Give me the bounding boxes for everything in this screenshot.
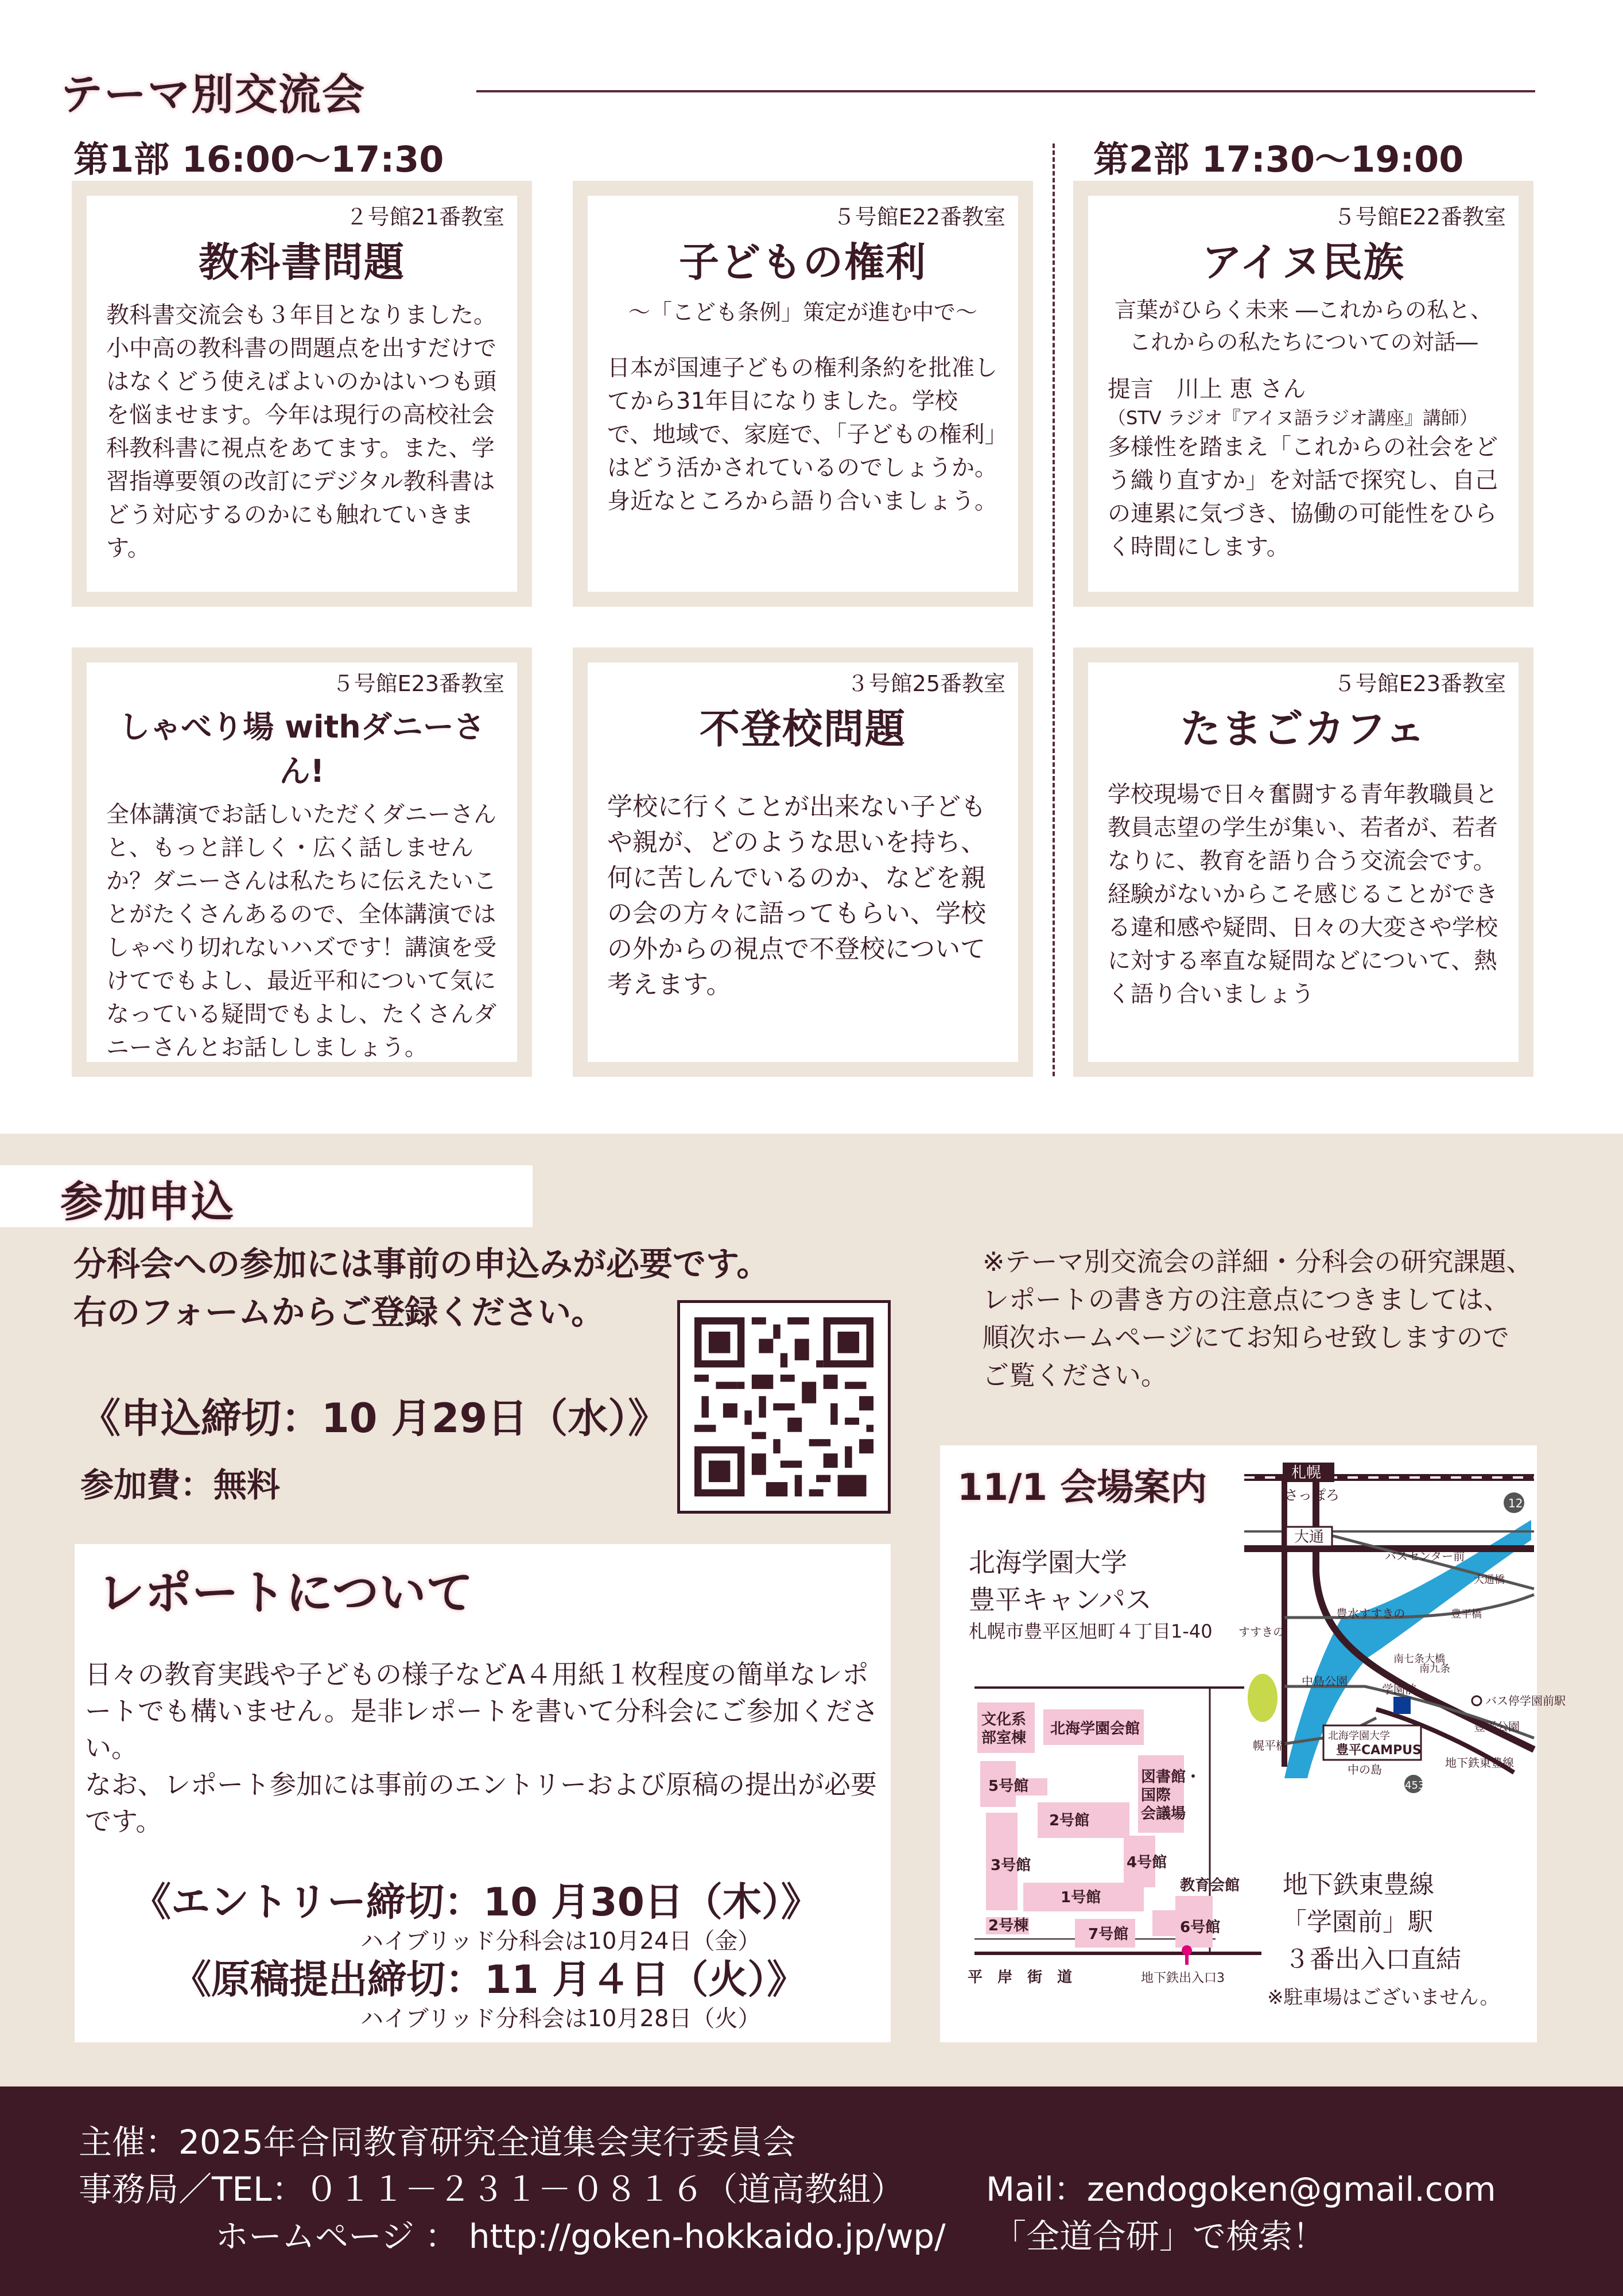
card-speaker: 提言 川上 恵 さん: [1108, 376, 1306, 402]
apply-fee: 参加費：無料: [80, 1465, 281, 1504]
label-library1: 図書館・: [1141, 1768, 1201, 1786]
label-b2: 2号館: [1049, 1812, 1090, 1829]
map-univ-name2: 豊平キャンパス: [969, 1584, 1152, 1615]
card-title: 不登校問題: [700, 705, 906, 753]
apply-deadline: 《申込締切：10 月29日（水）》: [80, 1395, 669, 1442]
card-shaberiba: [72, 647, 532, 1077]
report-title: レポートについて: [98, 1566, 473, 1620]
manuscript-hybrid: ハイブリッド分科会は10月28日（火）: [360, 2006, 761, 2032]
apply-note: ※テーマ別交流会の詳細・分科会の研究課題、レポートの書き方の注意点につきましては、順次ホームページにてお知らせ致しますのでご覧ください。: [983, 1246, 1533, 1391]
label-b1: 1号館: [1061, 1889, 1101, 1906]
label-sapporo-kana: さっぽろ: [1284, 1487, 1339, 1503]
label-road: 平 岸 街 道: [968, 1969, 1073, 1986]
label-b5: 5号館: [988, 1778, 1029, 1795]
theme-section-title: テーマ別交流会: [60, 70, 366, 119]
label-horohira: 幌平橋: [1253, 1739, 1287, 1752]
footer-mail[interactable]: Mail：zendogoken@gmail.com: [986, 2170, 1496, 2209]
card-room: ２号館21番教室: [345, 204, 504, 230]
card-subtitle: 〜「こども条例」策定が進む中で〜: [628, 300, 977, 325]
label-nakanoshima: 中の島: [1348, 1763, 1382, 1777]
label-sapporo-kanji: 札幌: [1291, 1464, 1322, 1481]
qr-code-graphic: [680, 1303, 888, 1511]
card-subtitle: 言葉がひらく未来 ―これからの私と、: [1114, 297, 1493, 323]
card-room: ３号館25番教室: [847, 671, 1005, 696]
report-body-2: なお、レポート参加には事前のエントリーおよび原稿の提出が必要です。: [85, 1769, 877, 1837]
card-body: 全体講演でお話しいただくダニーさんと、もっと詳しく・広く話しませんか？ダニーさんは私たちに伝えたいことがたくさんあるので、全体講演ではしゃべり切れないハズです！講演を受けてでもよし、最近平和について気になっている疑問でもよし、たくさんダニーさんとお話ししましょう。: [106, 801, 496, 1061]
card-body: 教科書交流会も３年目となりました。小中高の教科書の問題点を出すだけではなくどう使えばよいのかはいつも頭を悩ませます。今年は現行の高校社会科教科書に視点をあてます。また、学習指導要領の改訂にデジタル教科書はどう対応するのかにも触れていきます。: [106, 302, 496, 561]
label-odori: 大通: [1294, 1529, 1325, 1546]
card-body: 学校に行くことが出来ない子どもや親が、どのような思いを持ち、何に苦しんでいるのか、などを親の会の方々に語ってもらい、学校の外からの視点で不登校について考えます。: [607, 792, 986, 999]
label-library3: 会議場: [1141, 1805, 1186, 1822]
report-body: [85, 1656, 888, 1840]
exit3-marker: [1182, 1945, 1192, 1956]
label-b7: 7号館: [1088, 1926, 1129, 1943]
label-bunka2: 部室棟: [981, 1729, 1027, 1747]
parking-note: ※駐車場はございません。: [1267, 1986, 1500, 2009]
label-kaikan: 北海学園会館: [1050, 1720, 1140, 1737]
card-textbook: [72, 181, 532, 607]
footer-office: 事務局／TEL：０１１－２３１－０８１６（道高教組）: [79, 2170, 904, 2209]
label-susukino: すすきの: [1238, 1625, 1285, 1639]
access-line1: 地下鉄東豊線: [1283, 1870, 1434, 1899]
card-room: ５号館E23番教室: [1333, 671, 1506, 696]
card-child-rights: [573, 181, 1033, 607]
footer: [0, 2086, 1623, 2296]
card-room: ５号館E23番教室: [332, 671, 504, 696]
label-minami7: 南七条大橋: [1393, 1653, 1445, 1665]
manuscript-deadline: 《原稿提出締切：11 月４日（火）》: [172, 1957, 806, 2003]
title-rule: [476, 90, 1535, 92]
footer-homepage[interactable]: ホームページ ： http://goken-hokkaido.jp/wp/: [215, 2217, 946, 2256]
label-b3: 3号館: [991, 1857, 1031, 1874]
report-box: [75, 1544, 891, 2042]
map-graphic: [940, 1445, 1566, 2042]
card-title: 教科書問題: [199, 239, 405, 286]
card-subtitle: これからの私たちについての対話―: [1129, 329, 1478, 355]
card-futoko: [573, 647, 1033, 1077]
card-speaker-note: （STV ラジオ『アイヌ語ラジオ講座』講師）: [1108, 407, 1478, 429]
label-campus2: 豊平CAMPUS: [1336, 1743, 1422, 1758]
card-room: ５号館E22番教室: [833, 204, 1005, 230]
label-campus1: 北海学園大学: [1328, 1730, 1390, 1742]
entry-hybrid: ハイブリッド分科会は10月24日（金）: [360, 1928, 761, 1954]
card-title: しゃべり場 withダニーさん!: [119, 709, 485, 789]
entry-deadline: 《エントリー締切：10 月30日（木）》: [132, 1880, 820, 1925]
map-title: 11/1 会場案内: [957, 1467, 1207, 1509]
building-kyoiku: [1152, 1910, 1175, 1936]
label-toyohira-koen: 豊平公園: [1474, 1720, 1520, 1733]
label-kyoiku: 教育会館: [1180, 1877, 1240, 1894]
card-body: 学校現場で日々奮闘する青年教職員と教員志望の学生が集い、若者が、若者なりに、教育を語り合う交流会です。経験がないからこそ感じることができる違和感や疑問、日々の大変さや学校に対する率直な疑問などについて、熱く語り合いましょう: [1108, 781, 1498, 1007]
label-odoribashi: 大通橋: [1474, 1574, 1505, 1586]
footer-search: 「全道合研」で検索！: [993, 2217, 1326, 2256]
card-ainu: [1073, 181, 1533, 607]
nakajima-park: [1248, 1674, 1278, 1722]
label-b6: 6号館: [1180, 1919, 1221, 1936]
bus-stop-marker: [1472, 1696, 1481, 1705]
label-toyohirabashi: 豊平橋: [1451, 1608, 1482, 1620]
label-minami9: 南九条: [1419, 1663, 1450, 1675]
label-library2: 国際: [1141, 1787, 1171, 1804]
part2-label: 第2部 17:30〜19:00: [1093, 138, 1464, 180]
gakuenmae-station: [1393, 1697, 1411, 1714]
label-nakajima-koen-st: 中島公園: [1302, 1674, 1348, 1688]
apply-line1: 分科会への参加には事前の申込みが必要です。: [73, 1244, 770, 1283]
label-exit3: 地下鉄出入口3: [1141, 1971, 1225, 1985]
report-body-1: 日々の教育実践や子どもの様子などA４用紙１枚程度の簡単なレポートでも構いません。是非レポートを書いて分科会にご参加ください。: [85, 1659, 879, 1763]
part1-label: 第1部 16:00〜17:30: [73, 138, 444, 180]
label-bus-gakuen: バス停学園前駅: [1485, 1694, 1566, 1708]
access-line3: ３番出入口直結: [1284, 1945, 1461, 1974]
card-title: 子どもの権利: [679, 239, 927, 286]
label-chikatetsu: 地下鉄東豊線: [1445, 1756, 1514, 1770]
label-b2mune: 2号棟: [988, 1917, 1029, 1934]
venue-map: [940, 1445, 1566, 2042]
access-line2: 「学園前」駅: [1282, 1907, 1433, 1937]
card-room: ５号館E22番教室: [1333, 204, 1506, 230]
label-toyomizu-susukino: 豊水すすきの: [1336, 1607, 1405, 1620]
card-body: 多様性を踏まえ「これからの社会をどう織り直すか」を対話で探究し、自己の連累に気づき、協働の可能性をひらく時間にします。: [1108, 434, 1498, 560]
card-title: たまごカフェ: [1180, 705, 1427, 753]
card-tamago-cafe: [1073, 647, 1533, 1077]
footer-organizer: 主催：2025年合同教育研究全道集会実行委員会: [79, 2123, 796, 2162]
label-bunka1: 文化系: [981, 1711, 1027, 1728]
card-title: アイヌ民族: [1202, 239, 1405, 286]
label-gakuenmae: 学園前: [1382, 1682, 1416, 1696]
map-address: 札幌市豊平区旭町４丁目1-40: [969, 1620, 1213, 1642]
label-n12: 12: [1508, 1496, 1523, 1510]
label-bus: バスセンター前: [1385, 1549, 1465, 1563]
label-b4: 4号館: [1127, 1854, 1167, 1871]
card-body: 日本が国連子どもの権利条約を批准してから31年目になりました。学校で、地域で、家庭で、「子どもの権利」はどう活かされているのでしょうか。身近なところから語り合いましょう。: [607, 355, 997, 514]
qr-code[interactable]: [677, 1300, 891, 1514]
label-n453: 453: [1405, 1779, 1425, 1791]
apply-section-title: 参加申込: [60, 1177, 235, 1227]
apply-line2: 右のフォームからご登録ください。: [73, 1293, 605, 1332]
map-univ-name1: 北海学園大学: [969, 1547, 1127, 1578]
part-divider: [1053, 144, 1055, 1076]
